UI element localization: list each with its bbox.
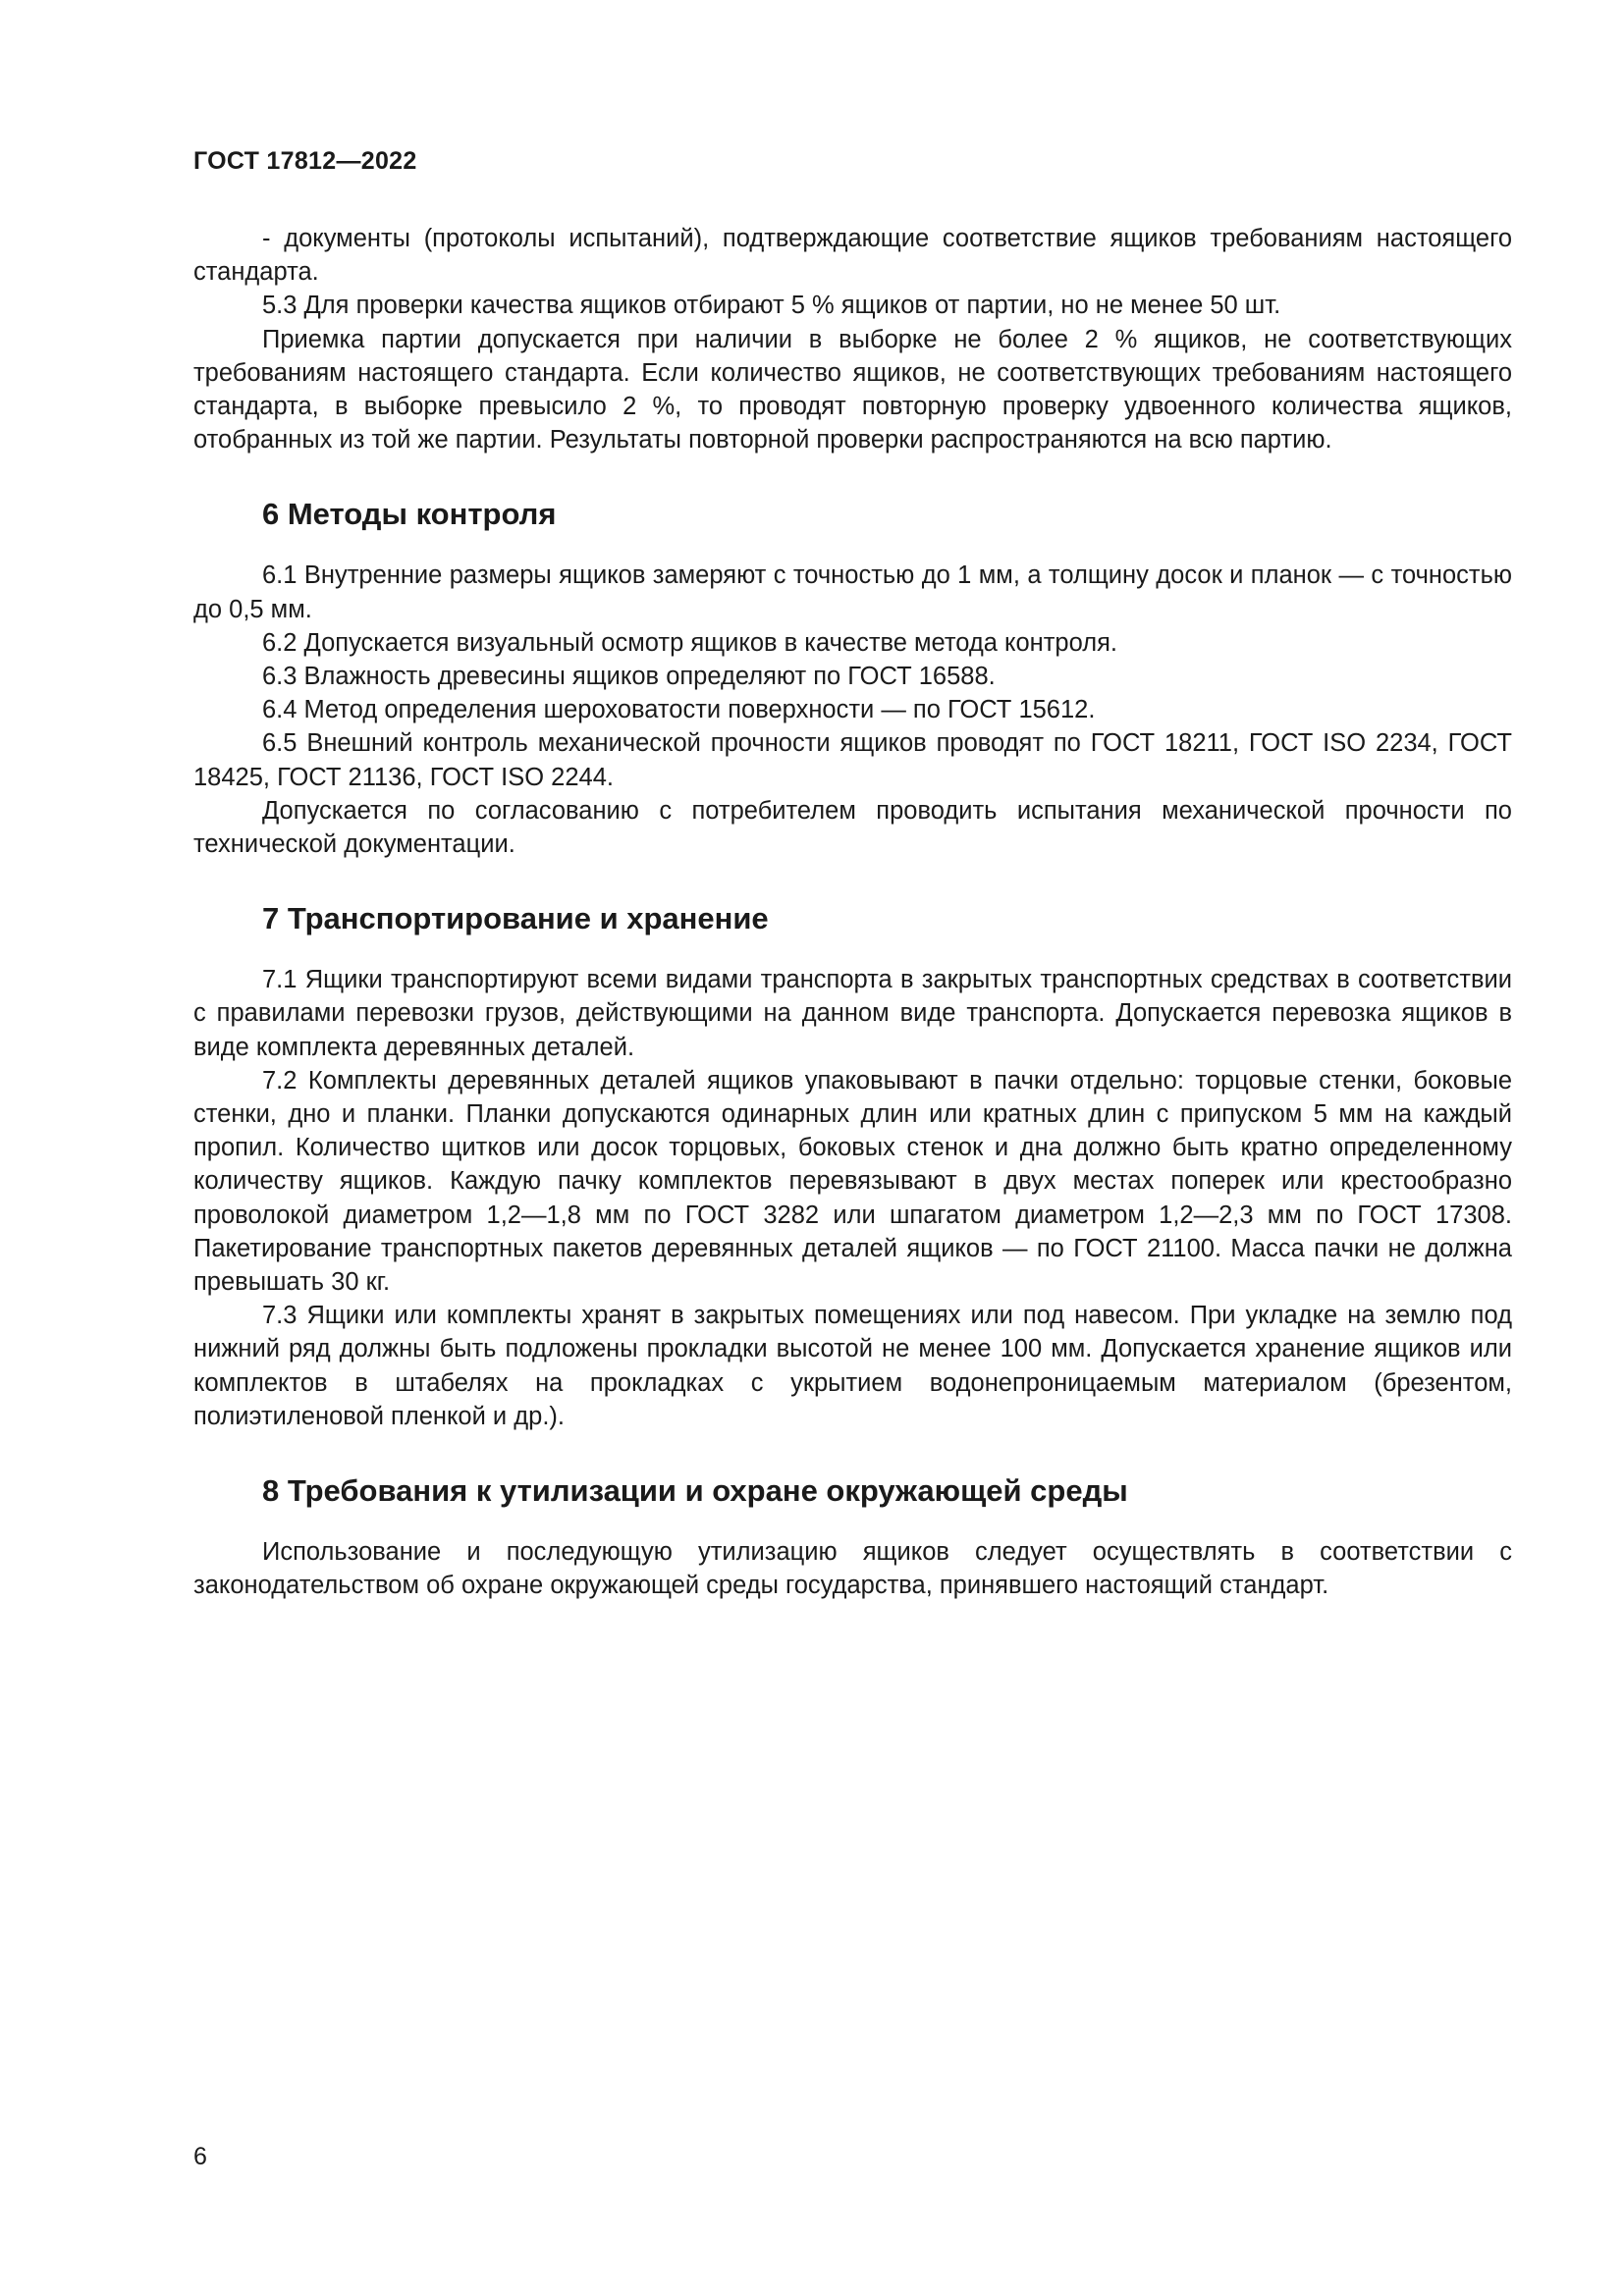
clause-6-5: 6.5 Внешний контроль механической прочности ящиков проводят по ГОСТ 18211, ГОСТ ISO 2234, ГОСТ 18425, ГОСТ 21136, ГОСТ ISO 2244. bbox=[193, 729, 1512, 791]
clause-7-1: 7.1 Ящики транспортируют всеми видами транспорта в закрытых транспортных средствах в соответствии с правилами перевозки грузов, действующими на данном виде транспорта. Допускается перевозка ящиков в виде комплекта деревянных деталей. bbox=[193, 966, 1512, 1061]
page-content bbox=[193, 222, 1512, 1603]
section-7-title: 7 Транспортирование и хранение bbox=[262, 901, 769, 936]
clause-6-4: 6.4 Метод определения шероховатости поверхности — по ГОСТ 15612. bbox=[262, 696, 1096, 724]
intro-paragraph: - документы (протоколы испытаний), подтверждающие соответствие ящиков требованиям настоящего стандарта. bbox=[193, 225, 1512, 287]
document-code-header: ГОСТ 17812—2022 bbox=[193, 147, 417, 175]
page-number: 6 bbox=[193, 2143, 207, 2170]
section-8-paragraph: Использование и последующую утилизацию ящиков следует осуществлять в соответствии с законодательством об охране окружающей среды государства, принявшего настоящий стандарт. bbox=[193, 1538, 1512, 1600]
clause-7-3: 7.3 Ящики или комплекты хранят в закрытых помещениях или под навесом. При укладке на землю под нижний ряд должны быть подложены прокладки высотой не менее 100 мм. Допускается хранение ящиков или комплектов в штабелях на прокладках с укрытием водонепроницаемым материалом (брезентом, полиэтиленовой пленкой и др.). bbox=[193, 1302, 1512, 1430]
acceptance-paragraph: Приемка партии допускается при наличии в выборке не более 2 % ящиков, не соответствующих требованиям настоящего стандарта. Если количество ящиков, не соответствующих требованиям настоящего стандарта, в выборке превысило 2 %, то проводят повторную проверку удвоенного количества ящиков, отобранных из той же партии. Результаты повторной проверки распространяются на всю партию. bbox=[193, 325, 1512, 454]
section-8-title: 8 Требования к утилизации и охране окружающей среды bbox=[262, 1473, 1128, 1509]
section-6-title: 6 Методы контроля bbox=[262, 497, 557, 532]
clause-6-2: 6.2 Допускается визуальный осмотр ящиков в качестве метода контроля. bbox=[262, 628, 1118, 657]
clause-5-3: 5.3 Для проверки качества ящиков отбирают 5 % ящиков от партии, но не менее 50 шт. bbox=[262, 292, 1281, 320]
clause-6-3: 6.3 Влажность древесины ящиков определяют по ГОСТ 16588. bbox=[262, 663, 996, 691]
clause-6-1: 6.1 Внутренние размеры ящиков замеряют с точностью до 1 мм, а толщину досок и планок — с точностью до 0,5 мм. bbox=[193, 561, 1512, 623]
clause-6-5-note: Допускается по согласованию с потребителем проводить испытания механической прочности по технической документации. bbox=[193, 796, 1512, 859]
clause-7-2: 7.2 Комплекты деревянных деталей ящиков упаковывают в пачки отдельно: торцовые стенки, боковые стенки, дно и планки. Планки допускаются одинарных длин или кратных длин с припуском 5 мм на каждый пропил. Количество щитков или досок торцовых, боковых стенок и дна должно быть кратно определенному количеству ящиков. Каждую пачку комплектов перевязывают в двух местах поперек или крестообразно проволокой диаметром 1,2—1,8 мм по ГОСТ 3282 или шпагатом диаметром 1,2—2,3 мм по ГОСТ 17308. Пакетирование транспортных пакетов деревянных деталей ящиков — по ГОСТ 21100. Масса пачки не должна превышать 30 кг. bbox=[193, 1066, 1512, 1297]
